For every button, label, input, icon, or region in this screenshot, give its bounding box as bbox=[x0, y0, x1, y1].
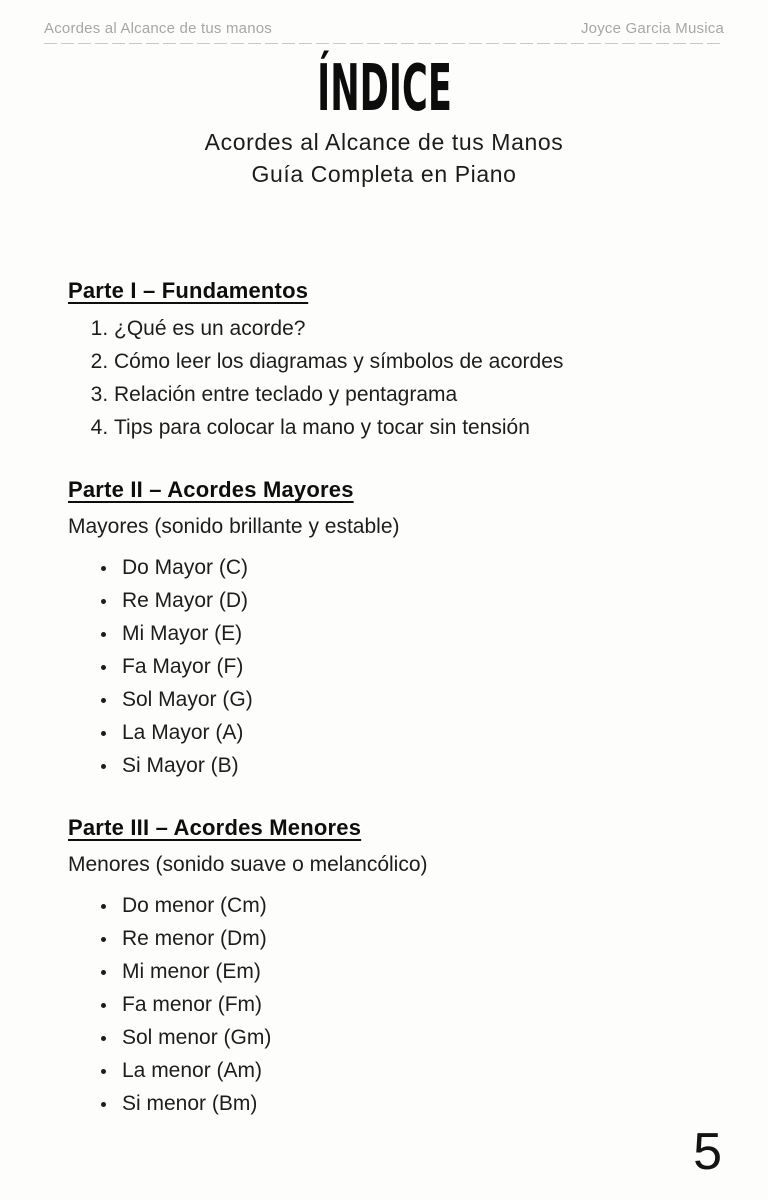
list-item: • Sol menor (Gm) bbox=[118, 1021, 708, 1054]
list-item: • La menor (Am) bbox=[118, 1054, 708, 1087]
title-row bbox=[0, 52, 768, 126]
list-item: 4. Tips para colocar la mano y tocar sin tensión bbox=[114, 411, 708, 444]
page-number: 5 bbox=[693, 1123, 722, 1181]
list-item: • Fa menor (Fm) bbox=[118, 988, 708, 1021]
subtitle-line-2: Guía Completa en Piano bbox=[251, 161, 517, 188]
section-heading: Parte I – Fundamentos bbox=[68, 278, 309, 304]
list-item: 2. Cómo leer los diagramas y símbolos de acordes bbox=[114, 345, 708, 378]
list-item: • Si menor (Bm) bbox=[118, 1087, 708, 1120]
list-item: • La Mayor (A) bbox=[118, 716, 708, 749]
section-parte-2 bbox=[68, 477, 708, 782]
bulleted-list bbox=[68, 889, 708, 1120]
numbered-list bbox=[68, 312, 708, 444]
list-item: 1. ¿Qué es un acorde? bbox=[114, 312, 708, 345]
section-intro: Mayores (sonido brillante y estable) bbox=[68, 515, 400, 539]
list-item: • Mi menor (Em) bbox=[118, 955, 708, 988]
header-left-text: Acordes al Alcance de tus manos bbox=[44, 20, 272, 37]
section-parte-1 bbox=[68, 278, 708, 444]
list-item: • Fa Mayor (F) bbox=[118, 650, 708, 683]
section-heading: Parte III – Acordes Menores bbox=[68, 815, 362, 841]
list-item: 3. Relación entre teclado y pentagrama bbox=[114, 378, 708, 411]
list-item: • Re menor (Dm) bbox=[118, 922, 708, 955]
subtitle-line-1: Acordes al Alcance de tus Manos bbox=[204, 129, 564, 156]
header-divider bbox=[44, 43, 724, 45]
list-item: • Do Mayor (C) bbox=[118, 551, 708, 584]
list-item: • Mi Mayor (E) bbox=[118, 617, 708, 650]
subtitle bbox=[0, 126, 768, 190]
header-right-text: Joyce Garcia Musica bbox=[580, 20, 724, 37]
list-item: • Sol Mayor (G) bbox=[118, 683, 708, 716]
list-item: • Re Mayor (D) bbox=[118, 584, 708, 617]
running-header bbox=[0, 0, 768, 37]
table-of-contents bbox=[0, 278, 768, 1120]
page-title: ÍNDICE bbox=[316, 52, 452, 126]
list-item: • Do menor (Cm) bbox=[118, 889, 708, 922]
list-item: • Si Mayor (B) bbox=[118, 749, 708, 782]
section-parte-3 bbox=[68, 815, 708, 1120]
section-intro: Menores (sonido suave o melancólico) bbox=[68, 853, 428, 877]
section-heading: Parte II – Acordes Mayores bbox=[68, 477, 354, 503]
bulleted-list bbox=[68, 551, 708, 782]
